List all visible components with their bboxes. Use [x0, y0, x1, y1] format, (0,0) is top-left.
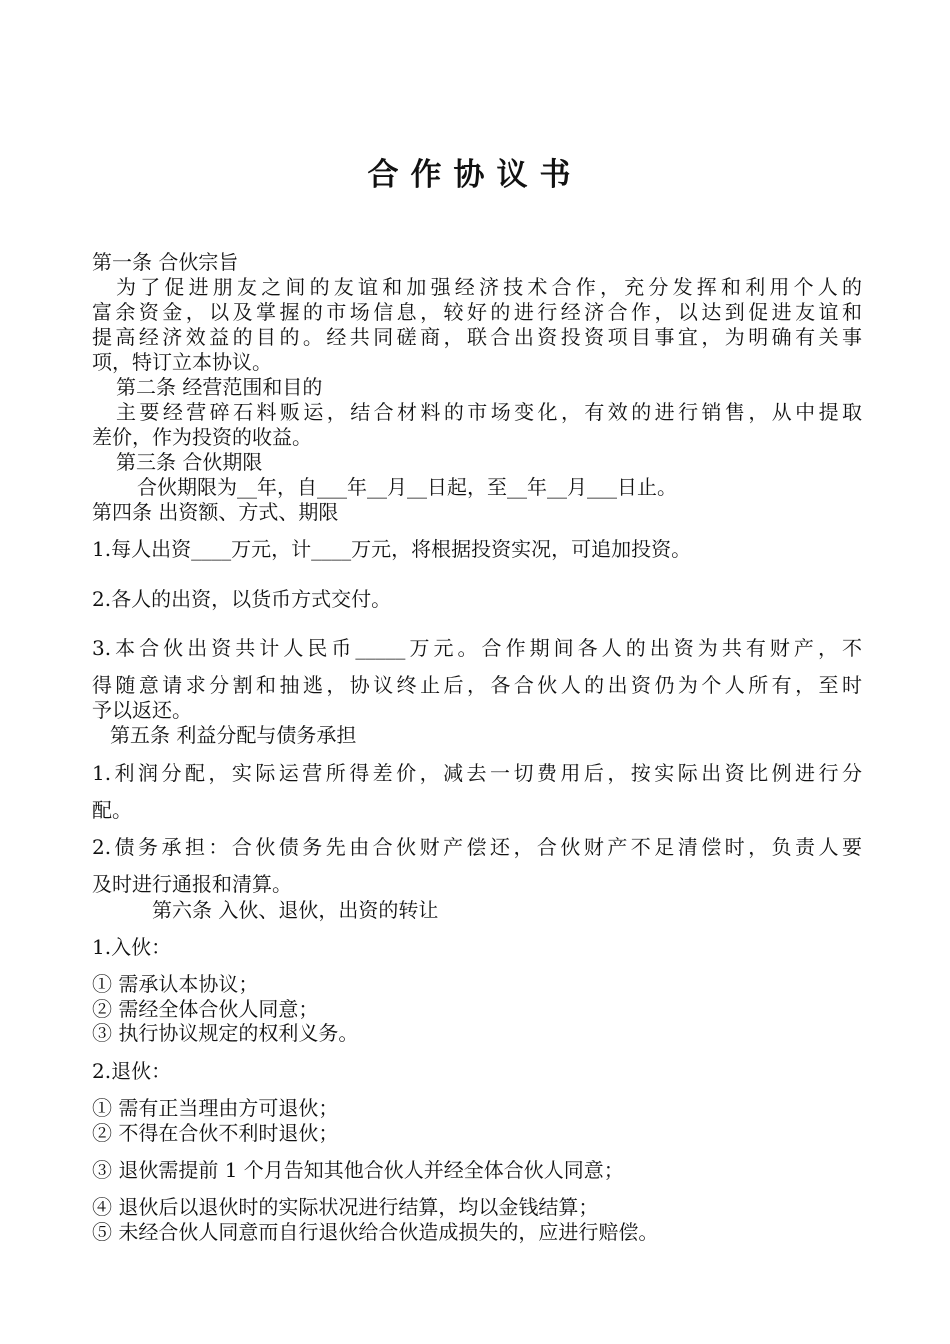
article-5-heading: 第五条 利益分配与债务承担 — [110, 723, 357, 747]
paragraph-line: 合伙期限为__年，自___年__月__日起，至__年__月___日止。 — [137, 475, 677, 499]
paragraph-line: 1.入伙： — [92, 935, 172, 959]
paragraph-line: 1.每人出资____万元，计____万元，将根据投资实况，可追加投资。 — [92, 537, 692, 561]
paragraph-line: 3.本合伙出资共计人民币_____万元。合作期间各人的出资为共有财产，不 — [92, 636, 862, 660]
article-2-heading: 第二条 经营范围和目的 — [116, 375, 323, 399]
paragraph-line: 富余资金，以及掌握的市场信息，较好的进行经济合作，以达到促进友谊和 — [92, 300, 862, 324]
paragraph-line: 予以返还。 — [92, 698, 192, 722]
paragraph-line: 主要经营碎石料贩运，结合材料的市场变化，有效的进行销售，从中提取 — [116, 400, 862, 424]
list-item: ③ 执行协议规定的权利义务。 — [92, 1021, 359, 1045]
article-1-heading: 第一条 合伙宗旨 — [92, 250, 239, 274]
paragraph-line: 2.各人的出资，以货币方式交付。 — [92, 587, 392, 611]
paragraph-line: 项，特订立本协议。 — [92, 350, 272, 374]
paragraph-line: 配。 — [92, 798, 132, 822]
list-item: ⑤ 未经合伙人同意而自行退伙给合伙造成损失的，应进行赔偿。 — [92, 1220, 659, 1244]
paragraph-line: 为了促进朋友之间的友谊和加强经济技术合作，充分发挥和利用个人的 — [116, 275, 862, 299]
list-item: ④ 退伙后以退伙时的实际状况进行结算，均以金钱结算； — [92, 1195, 599, 1219]
document-title: 合作协议书 — [367, 157, 583, 193]
paragraph-line: 及时进行通报和清算。 — [92, 872, 292, 896]
list-item: ① 需有正当理由方可退伙； — [92, 1096, 339, 1120]
list-item: ③ 退伙需提前 1 个月告知其他合伙人并经全体合伙人同意； — [92, 1158, 624, 1182]
article-6-heading: 第六条 入伙、退伙，出资的转让 — [152, 898, 439, 922]
paragraph-line: 得随意请求分割和抽逃，协议终止后，各合伙人的出资仍为个人所有，至时 — [92, 673, 862, 697]
article-3-heading: 第三条 合伙期限 — [116, 450, 263, 474]
paragraph-line: 差价，作为投资的收益。 — [92, 425, 312, 449]
paragraph-line: 2.债务承担：合伙债务先由合伙财产偿还，合伙财产不足清偿时，负责人要 — [92, 835, 862, 859]
list-item: ② 不得在合伙不利时退伙； — [92, 1121, 339, 1145]
paragraph-line: 1.利润分配，实际运营所得差价，减去一切费用后，按实际出资比例进行分 — [92, 761, 862, 785]
list-item: ① 需承认本协议； — [92, 972, 259, 996]
list-item: ② 需经全体合伙人同意； — [92, 997, 319, 1021]
article-4-heading: 第四条 出资额、方式、期限 — [92, 500, 339, 524]
paragraph-line: 2.退伙： — [92, 1059, 172, 1083]
paragraph-line: 提高经济效益的目的。经共同磋商，联合出资投资项目事宜，为明确有关事 — [92, 325, 862, 349]
